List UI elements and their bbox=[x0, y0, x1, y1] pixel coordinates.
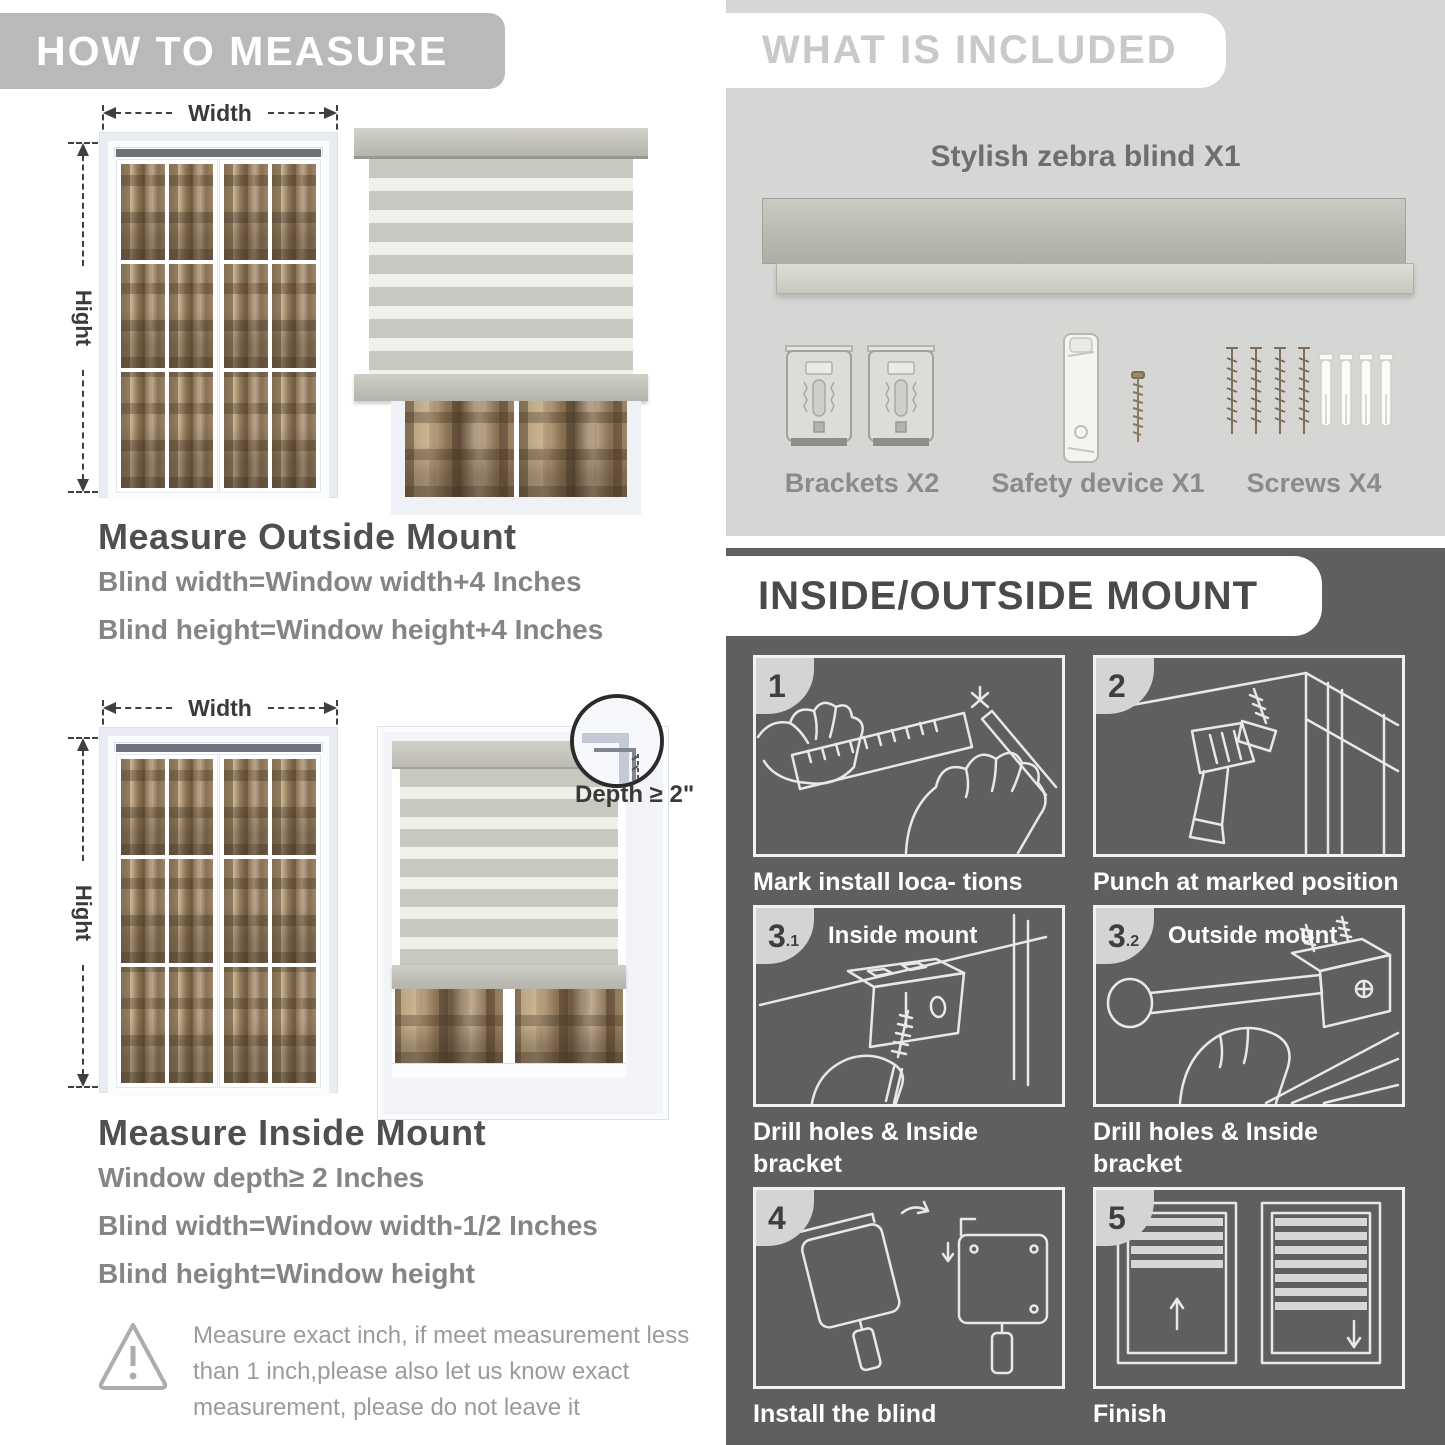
width-label: Width bbox=[188, 100, 252, 126]
window-photo-outside bbox=[100, 133, 337, 497]
blind-bottom-rail bbox=[354, 374, 648, 401]
step-number: 1 bbox=[768, 668, 786, 704]
step-3-2 bbox=[1093, 905, 1405, 1180]
height-label: Hight bbox=[71, 289, 96, 346]
item-label-brackets: Brackets X2 bbox=[784, 468, 940, 498]
step-1 bbox=[753, 655, 1065, 898]
window-sash bbox=[117, 160, 217, 492]
window-sill bbox=[392, 1063, 626, 1077]
step-3-1-panel bbox=[753, 905, 1065, 1107]
arrowhead-left-icon bbox=[103, 107, 116, 119]
window-sash bbox=[220, 755, 320, 1087]
dashed-line bbox=[115, 707, 172, 709]
step-subnumber: .1 bbox=[785, 933, 800, 951]
step-number: 3 bbox=[1108, 918, 1126, 955]
how-to-measure-header bbox=[0, 13, 505, 89]
window-sash bbox=[117, 755, 217, 1087]
item-label-screws: Screws X4 bbox=[1246, 468, 1382, 498]
tick bbox=[68, 737, 98, 739]
product-title: Stylish zebra blind X1 bbox=[930, 140, 1241, 173]
dashed-line bbox=[82, 750, 84, 861]
window-top-track bbox=[116, 744, 321, 752]
window-peek bbox=[391, 401, 641, 515]
how-to-measure-title: HOW TO MEASURE bbox=[36, 27, 449, 74]
window-top-track bbox=[116, 149, 321, 157]
step-number: 2 bbox=[1108, 668, 1126, 704]
depth-detail-magnifier bbox=[570, 694, 664, 788]
warning-line: than 1 inch,please also let us know exact bbox=[193, 1358, 630, 1385]
tick bbox=[68, 1086, 98, 1088]
step-number: 5 bbox=[1108, 1199, 1126, 1236]
mount-title: INSIDE/OUTSIDE MOUNT bbox=[758, 573, 1259, 618]
blind-bottom-rail bbox=[392, 965, 626, 989]
step-5-panel bbox=[1093, 1187, 1405, 1389]
step-4 bbox=[753, 1187, 1065, 1430]
height-arrow-outside bbox=[71, 143, 96, 492]
step-3-2-label: Outside mount bbox=[1168, 922, 1338, 950]
step-1-caption: Mark install loca- tions bbox=[753, 868, 1023, 896]
step-1-panel bbox=[753, 655, 1065, 857]
warning-line: Measure exact inch, if meet measurement less bbox=[193, 1322, 690, 1349]
exclamation-triangle-icon bbox=[95, 1318, 171, 1392]
brackets-icon bbox=[784, 338, 936, 460]
dashed-line bbox=[82, 370, 84, 481]
window-corner-detail-icon bbox=[574, 698, 660, 784]
window-photo-inside bbox=[100, 728, 337, 1092]
step-4-panel bbox=[753, 1187, 1065, 1389]
tick bbox=[68, 142, 98, 144]
measure-warning bbox=[95, 1318, 689, 1426]
window-peek bbox=[392, 989, 626, 1063]
what-is-included-panel bbox=[726, 0, 1445, 536]
what-is-included-header bbox=[726, 13, 1226, 88]
inside-mount-heading: Measure Inside Mount bbox=[98, 1112, 487, 1153]
mount-header bbox=[726, 556, 1322, 636]
mount-instructions-panel bbox=[726, 548, 1445, 1445]
step-3-1 bbox=[753, 905, 1065, 1180]
step-3-2-caption: Drill holes & Inside bracket bbox=[1093, 1118, 1319, 1178]
zebra-blind-headrail-lip bbox=[776, 263, 1414, 294]
screws-icon bbox=[1224, 342, 1394, 462]
mount-steps-grid bbox=[753, 655, 1405, 1430]
blind-stripes bbox=[369, 159, 633, 374]
arrowhead-up-icon bbox=[77, 143, 89, 156]
blind-cassette bbox=[354, 128, 648, 159]
arrowhead-up-icon bbox=[77, 738, 89, 751]
step-number: 3 bbox=[768, 918, 786, 955]
step-subnumber: .2 bbox=[1125, 933, 1140, 951]
step-3-1-caption: Drill holes & Inside bracket bbox=[753, 1118, 979, 1178]
height-arrow-inside bbox=[71, 738, 96, 1087]
outside-mount-line1: Blind width=Window width+4 Inches bbox=[98, 566, 582, 597]
height-label: Hight bbox=[71, 884, 96, 941]
step-2-panel bbox=[1093, 655, 1405, 857]
width-arrow-outside bbox=[103, 100, 337, 126]
safety-device-icon bbox=[1056, 330, 1166, 470]
step-4-caption: Install the blind bbox=[753, 1399, 937, 1428]
warning-line: measurement, please do not leave it bbox=[193, 1394, 580, 1421]
tick bbox=[68, 491, 98, 493]
outside-mount-line2: Blind height=Window height+4 Inches bbox=[98, 614, 604, 645]
step-5 bbox=[1093, 1187, 1405, 1430]
arrowhead-left-icon bbox=[103, 702, 116, 714]
dashed-line bbox=[268, 112, 325, 114]
window-sash bbox=[220, 160, 320, 492]
item-label-safety-device: Safety device X1 bbox=[991, 468, 1205, 498]
dashed-line bbox=[82, 965, 84, 1076]
inside-mount-line3: Blind height=Window height bbox=[98, 1258, 475, 1289]
inside-mount-line2: Blind width=Window width-1/2 Inches bbox=[98, 1210, 598, 1241]
depth-note: Depth ≥ 2" bbox=[575, 781, 695, 808]
step-3-1-label: Inside mount bbox=[828, 922, 978, 950]
zebra-blind-outside-mount bbox=[357, 122, 645, 497]
width-label: Width bbox=[188, 695, 252, 721]
dashed-line bbox=[115, 112, 172, 114]
dashed-line bbox=[268, 707, 325, 709]
step-5-caption: Finish bbox=[1093, 1399, 1167, 1428]
step-number: 4 bbox=[768, 1199, 786, 1236]
inside-mount-line1: Window depth≥ 2 Inches bbox=[98, 1162, 425, 1193]
step-2 bbox=[1093, 655, 1405, 898]
step-2-caption: Punch at marked position bbox=[1093, 868, 1399, 896]
width-arrow-inside bbox=[103, 695, 337, 721]
what-is-included-title: WHAT IS INCLUDED bbox=[762, 28, 1178, 72]
dashed-line bbox=[82, 155, 84, 266]
outside-mount-heading: Measure Outside Mount bbox=[98, 516, 517, 557]
zebra-blind-headrail-image bbox=[762, 198, 1406, 264]
step-3-2-panel bbox=[1093, 905, 1405, 1107]
